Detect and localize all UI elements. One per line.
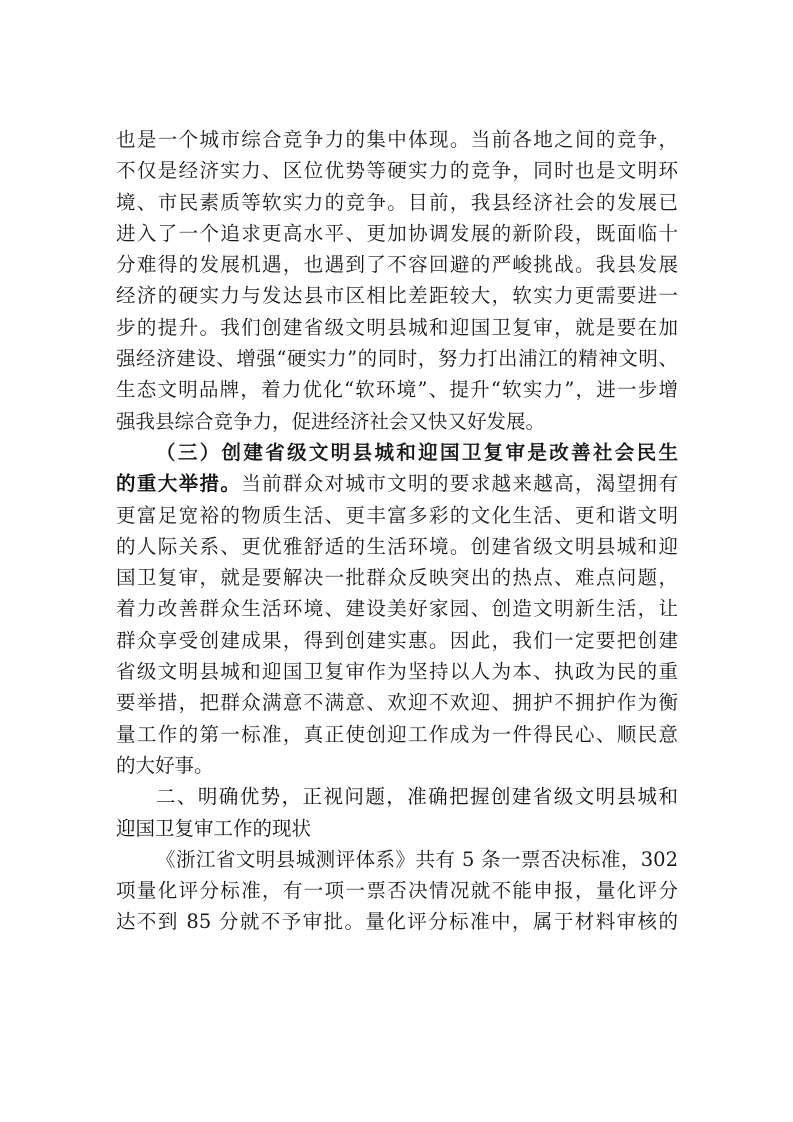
text-line: 量工作的第一标准，真正使创迎工作成为一件得民心、顺民意 (116, 722, 678, 746)
text-line: 的大好事。 (116, 753, 214, 777)
text-line: 强经济建设、增强“硬实力”的同时，努力打出浦江的精神文明、 (116, 347, 678, 371)
text-line: 的人际关系、更优雅舒适的生活环境。创建省级文明县城和迎 (116, 534, 678, 558)
section-heading-line: 迎国卫复审工作的现状 (116, 816, 312, 840)
section-heading-line: 二、明确优势，正视问题，准确把握创建省级文明县城和 (156, 785, 678, 809)
text-line: 强我县综合竞争力，促进经济社会又快又好发展。 (116, 409, 546, 433)
text-line: 要举措，把群众满意不满意、欢迎不欢迎、拥护不拥护作为衡 (116, 691, 678, 715)
text-line: 更富足宽裕的物质生活、更丰富多彩的文化生活、更和谐文明 (116, 503, 678, 527)
text-fragment: 当前群众对城市文明的要求越来越高，渴望拥有 (241, 472, 678, 496)
text-line: 进入了一个追求更高水平、更加协调发展的新阶段，既面临十 (116, 221, 678, 245)
paragraph-competitiveness (116, 124, 678, 437)
text-line (116, 468, 678, 499)
text-line: 步的提升。我们创建省级文明县城和迎国卫复审，就是要在加 (116, 315, 678, 339)
paragraph-evaluation-system (116, 844, 678, 938)
text-line: 着力改善群众生活环境、建设美好家园、创造文明新生活，让 (116, 597, 678, 621)
paragraph-livelihood (116, 437, 678, 781)
text-line: 经济的硬实力与发达县市区相比差距较大，软实力更需要进一 (116, 284, 678, 308)
text-line: 境、市民素质等软实力的竞争。目前，我县经济社会的发展已 (116, 190, 678, 214)
subheading-three: （三）创建省级文明县城和迎国卫复审是改善社会民生 (156, 440, 678, 464)
text-line: 国卫复审，就是要解决一批群众反映突出的热点、难点问题， (116, 566, 678, 590)
text-line: 达不到 85 分就不予审批。量化评分标准中，属于材料审核的 (116, 910, 678, 934)
text-line: 分难得的发展机遇，也遇到了不容回避的严峻挑战。我县发展 (116, 253, 678, 277)
text-line: 省级文明县城和迎国卫复审作为坚持以人为本、执政为民的重 (116, 660, 678, 684)
text-line: 不仅是经济实力、区位优势等硬实力的竞争，同时也是文明环 (116, 159, 678, 183)
document-page (116, 124, 678, 938)
section-heading-two (116, 781, 678, 844)
text-line: 群众享受创建成果，得到创建实惠。因此，我们一定要把创建 (116, 628, 678, 652)
text-line: 也是一个城市综合竞争力的集中体现。当前各地之间的竞争， (116, 128, 678, 151)
text-line: 《浙江省文明县城测评体系》共有 5 条一票否决标准，302 (156, 847, 678, 871)
text-line: 项量化评分标准，有一项一票否决情况就不能申报，量化评分 (116, 879, 678, 903)
subheading-three-continuation: 的重大举措。 (116, 472, 242, 496)
text-line: 生态文明品牌，着力优化“软环境”、提升“软实力”，进一步增 (116, 378, 678, 402)
